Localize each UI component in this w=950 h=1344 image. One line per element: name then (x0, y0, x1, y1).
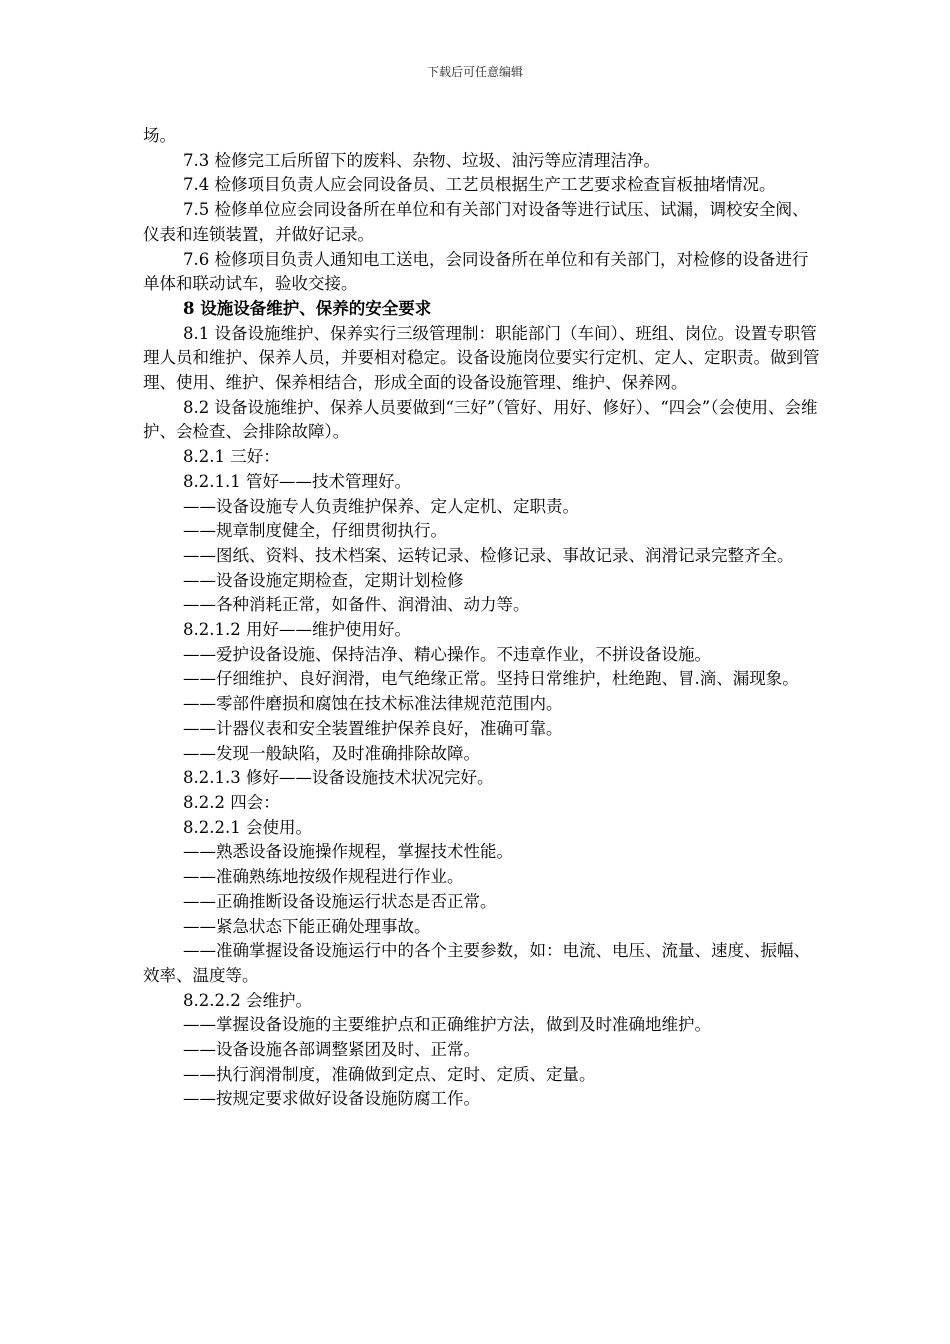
section-heading: 8 设施设备维护、保养的安全要求 (183, 298, 432, 318)
paragraph: ——紧急状态下能正确处理事故。 (183, 916, 431, 936)
paragraph: ——图纸、资料、技术档案、运转记录、检修记录、事故记录、润滑记录完整齐全。 (183, 545, 794, 565)
document-body (143, 124, 823, 1112)
paragraph: 7.5 检修单位应会同设备所在单位和有关部门对设备等进行试压、试漏，调校安全阀、仪表和连锁装置，并做好记录。 (143, 200, 809, 244)
paragraph: ——准确熟练地按级作规程进行作业。 (183, 867, 464, 887)
paragraph: ——各种消耗正常，如备件、润滑油、动力等。 (183, 595, 530, 615)
paragraph: ——准确掌握设备设施运行中的各个主要参数，如：电流、电压、流量、速度、振幅、效率、温度等。 (143, 941, 810, 985)
paragraph: ——爱护设备设施、保持洁净、精心操作。不违章作业，不拼设备设施。 (183, 644, 711, 664)
paragraph: ——掌握设备设施的主要维护点和正确维护方法，做到及时准确地维护。 (183, 1015, 711, 1035)
paragraph: ——仔细维护、良好润滑，电气绝缘正常。坚持日常维护，杜绝跑、冒.滴、漏现象。 (183, 669, 799, 689)
paragraph: ——发现一般缺陷，及时准确排除故障。 (183, 743, 480, 763)
paragraph: ——熟悉设备设施操作规程，掌握技术性能。 (183, 842, 513, 862)
paragraph: 7.6 检修项目负责人通知电工送电，会同设备所在单位和有关部门，对检修的设备进行单体和联动试车，验收交接。 (143, 249, 809, 294)
paragraph: 7.3 检修完工后所留下的废料、杂物、垃圾、油污等应清理洁净。 (183, 150, 660, 170)
paragraph: 8.2.2.2 会维护。 (183, 990, 312, 1010)
paragraph: ——正确推断设备设施运行状态是否正常。 (183, 891, 497, 911)
paragraph: 8.2.1.3 修好——设备设施技术状况完好。 (183, 768, 494, 788)
paragraph: 8.2.2.1 会使用。 (183, 817, 312, 837)
paragraph: ——计器仪表和安全装置维护保养良好，准确可靠。 (183, 718, 563, 738)
paragraph: 7.4 检修项目负责人应会同设备员、工艺员根据生产工艺要求检查盲板抽堵情况。 (183, 175, 776, 195)
paragraph: ——零部件磨损和腐蚀在技术标准法律规范范围内。 (183, 694, 563, 714)
paragraph: 8.2 设备设施维护、保养人员要做到“三好”（管好、用好、修好）、“四会”（会使用、会维护、会检查、会排除故障）。 (143, 397, 818, 442)
paragraph: 8.2.2 四会： (183, 792, 280, 812)
paragraph: ——设备设施定期检查，定期计划检修 (183, 570, 464, 590)
paragraph: 8.2.1.1 管好——技术管理好。 (183, 471, 411, 491)
paragraph: ——设备设施各部调整紧团及时、正常。 (183, 1040, 480, 1060)
paragraph: ——规章制度健全，仔细贯彻执行。 (183, 521, 447, 541)
page-header: 下载后可任意编辑 (426, 65, 523, 79)
paragraph: 8.1 设备设施维护、保养实行三级管理制：职能部门（车间）、班组、岗位。设置专职管理人员和维护、保养人员，并要相对稳定。设备设施岗位要实行定机、定人、定职责。做到管理、使用、维护、保养相结合，形成全面的设备设施管理、维护、保养网。 (143, 323, 820, 393)
paragraph: 8.2.1.2 用好——维护使用好。 (183, 620, 411, 640)
paragraph: ——设备设施专人负责维护保养、定人定机、定职责。 (183, 496, 579, 516)
paragraph: 8.2.1 三好： (183, 447, 280, 467)
paragraph: ——按规定要求做好设备设施防腐工作。 (183, 1089, 480, 1109)
paragraph: 场。 (143, 126, 176, 145)
paragraph: ——执行润滑制度，准确做到定点、定时、定质、定量。 (183, 1064, 596, 1084)
